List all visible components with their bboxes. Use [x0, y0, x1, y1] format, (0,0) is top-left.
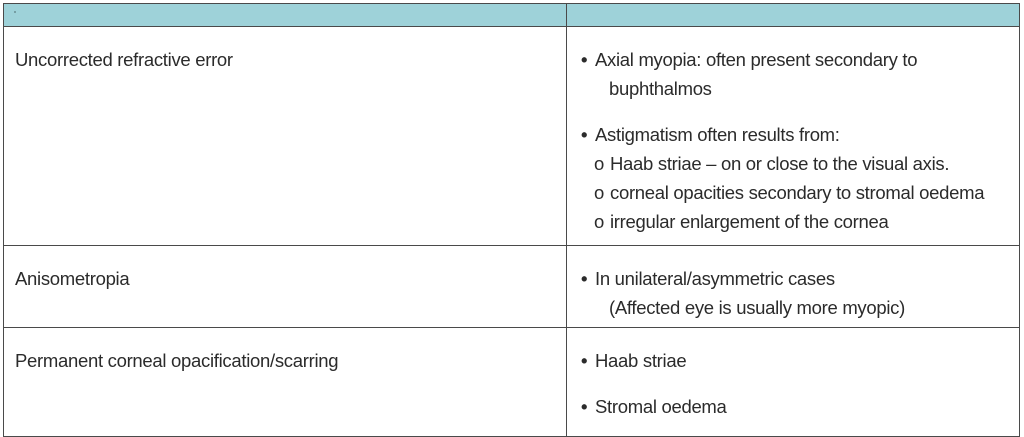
- header-cell-right: [567, 4, 1019, 26]
- bullet-item: [581, 264, 1011, 322]
- bullet-marker: •: [581, 268, 588, 289]
- sub-text: irregular enlargement of the cornea: [610, 211, 889, 232]
- sub-marker: o: [594, 211, 604, 232]
- sub-item: [581, 149, 1011, 178]
- bullet-item: [581, 392, 1011, 421]
- table-row: [4, 246, 1019, 328]
- row-label: Uncorrected refractive error: [15, 49, 233, 70]
- bullet-item: [581, 346, 1011, 375]
- header-dot: [14, 11, 16, 13]
- table-row: [4, 27, 1019, 246]
- sub-text: Haab striae – on or close to the visual axis.: [610, 153, 950, 174]
- bullet-text: Axial myopia: often present secondary to: [595, 49, 918, 70]
- row-detail-cell: [567, 328, 1019, 436]
- bullet-text: Stromal oedema: [595, 396, 727, 417]
- bullet-text: In unilateral/asymmetric cases: [595, 268, 835, 289]
- row-detail-cell: [567, 27, 1019, 245]
- table-row: [4, 328, 1019, 436]
- sub-marker: o: [594, 182, 604, 203]
- bullet-marker: •: [581, 49, 588, 70]
- row-label: Anisometropia: [15, 268, 130, 289]
- row-label-cell: [4, 328, 567, 436]
- bullet-marker: •: [581, 124, 588, 145]
- bullet-text: (Affected eye is usually more myopic): [609, 297, 905, 318]
- row-label-cell: [4, 27, 567, 245]
- row-label-cell: [4, 246, 567, 327]
- bullet-item: [581, 45, 1011, 103]
- bullet-text: Astigmatism often results from:: [595, 124, 840, 145]
- header-cell-left: [4, 4, 567, 26]
- sub-item: [581, 178, 1011, 207]
- sub-text: corneal opacities secondary to stromal oedema: [610, 182, 985, 203]
- bullet-item: [581, 120, 1011, 149]
- refractive-table: [3, 3, 1020, 437]
- bullet-marker: •: [581, 350, 588, 371]
- table-header-row: [4, 4, 1019, 27]
- sub-item: [581, 207, 1011, 236]
- bullet-marker: •: [581, 396, 588, 417]
- bullet-text: Haab striae: [595, 350, 687, 371]
- row-label: Permanent corneal opacification/scarring: [15, 350, 339, 371]
- row-detail-cell: [567, 246, 1019, 327]
- bullet-text: buphthalmos: [609, 78, 712, 99]
- sub-marker: o: [594, 153, 604, 174]
